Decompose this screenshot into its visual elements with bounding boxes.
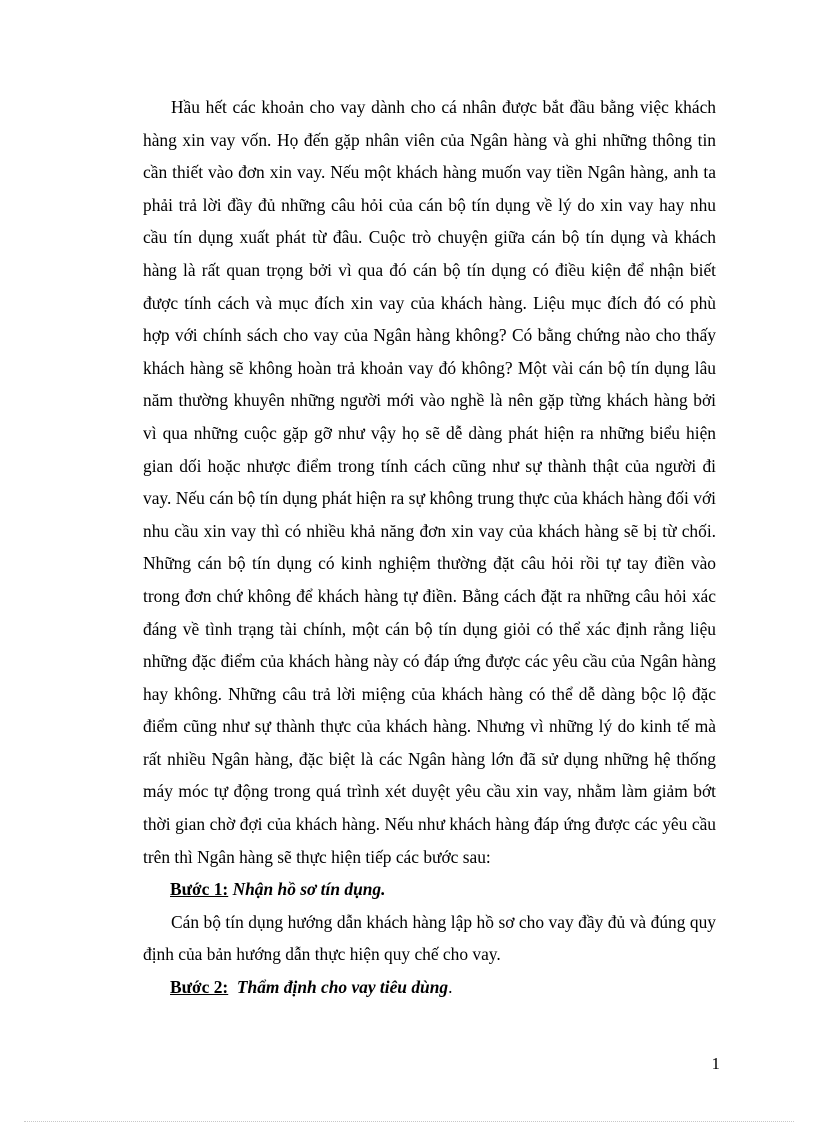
step-1-label: Bước 1: bbox=[170, 879, 229, 900]
step-1-heading bbox=[143, 873, 716, 906]
step-2-title: Thẩm định cho vay tiêu dùng bbox=[236, 977, 449, 998]
page-number: 1 bbox=[711, 1054, 720, 1073]
step-2-label: Bước 2: bbox=[170, 977, 229, 998]
paragraph-loan-application: Hầu hết các khoản cho vay dành cho cá nhân được bắt đầu bằng việc khách hàng xin vay vốn. Họ đến gặp nhân viên của Ngân hàng và ghi những thông tin cần thiết vào đơn xin vay. Nếu một khách hàng muốn vay tiền Ngân hàng, anh ta phải trả lời đầy đủ những câu hỏi của cán bộ tín dụng về lý do xin vay hay nhu cầu tín dụng xuất phát từ đâu. Cuộc trò chuyện giữa cán bộ tín dụng và khách hàng là rất quan trọng bởi vì qua đó cán bộ tín dụng có điều kiện để nhận biết được tính cách và mục đích xin vay của khách hàng. Liệu mục đích đó có phù hợp với chính sách cho vay của Ngân hàng không? Có bằng chứng nào cho thấy khách hàng sẽ không hoàn trả khoản vay đó không? Một vài cán bộ tín dụng lâu năm thường khuyên những người mới vào nghề là nên gặp từng khách hàng bởi vì qua những cuộc gặp gỡ như vậy họ sẽ dễ dàng phát hiện ra những biểu hiện gian dối hoặc nhược điểm trong tính cách cũng như sự thành thật của người đi vay. Nếu cán bộ tín dụng phát hiện ra sự không trung thực của khách hàng đối với nhu cầu xin vay thì có nhiều khả năng đơn xin vay của khách hàng sẽ bị từ chối. Những cán bộ tín dụng có kinh nghiệm thường đặt câu hỏi rồi tự tay điền vào trong đơn chứ không để khách hàng tự điền. Bằng cách đặt ra những câu hỏi xác đáng về tình trạng tài chính, một cán bộ tín dụng giỏi có thể xác định rằng liệu những đặc điểm của khách hàng này có đáp ứng được các yêu cầu của Ngân hàng hay không. Những câu trả lời miệng của khách hàng có thể dễ dàng bộc lộ đặc điểm cũng như sự thành thực của khách hàng. Nhưng vì những lý do kinh tế mà rất nhiều Ngân hàng, đặc biệt là các Ngân hàng lớn đã sử dụng những hệ thống máy móc tự động trong quá trình xét duyệt yêu cầu xin vay, nhằm làm giảm bớt thời gian chờ đợi của khách hàng. Nếu như khách hàng đáp ứng được các yêu cầu trên thì Ngân hàng sẽ thực hiện tiếp các bước sau: bbox=[143, 97, 716, 867]
paragraph-step-1-description: Cán bộ tín dụng hướng dẫn khách hàng lập hồ sơ cho vay đầy đủ và đúng quy định của bản hướng dẫn thực hiện quy chế cho vay. bbox=[143, 911, 716, 965]
step-1-title: Nhận hồ sơ tín dụng. bbox=[232, 879, 386, 900]
step-2-trailing-period: . bbox=[448, 977, 453, 998]
step-2-heading bbox=[143, 971, 716, 1004]
body-text bbox=[143, 91, 716, 1004]
page-bottom-divider bbox=[24, 1121, 794, 1122]
